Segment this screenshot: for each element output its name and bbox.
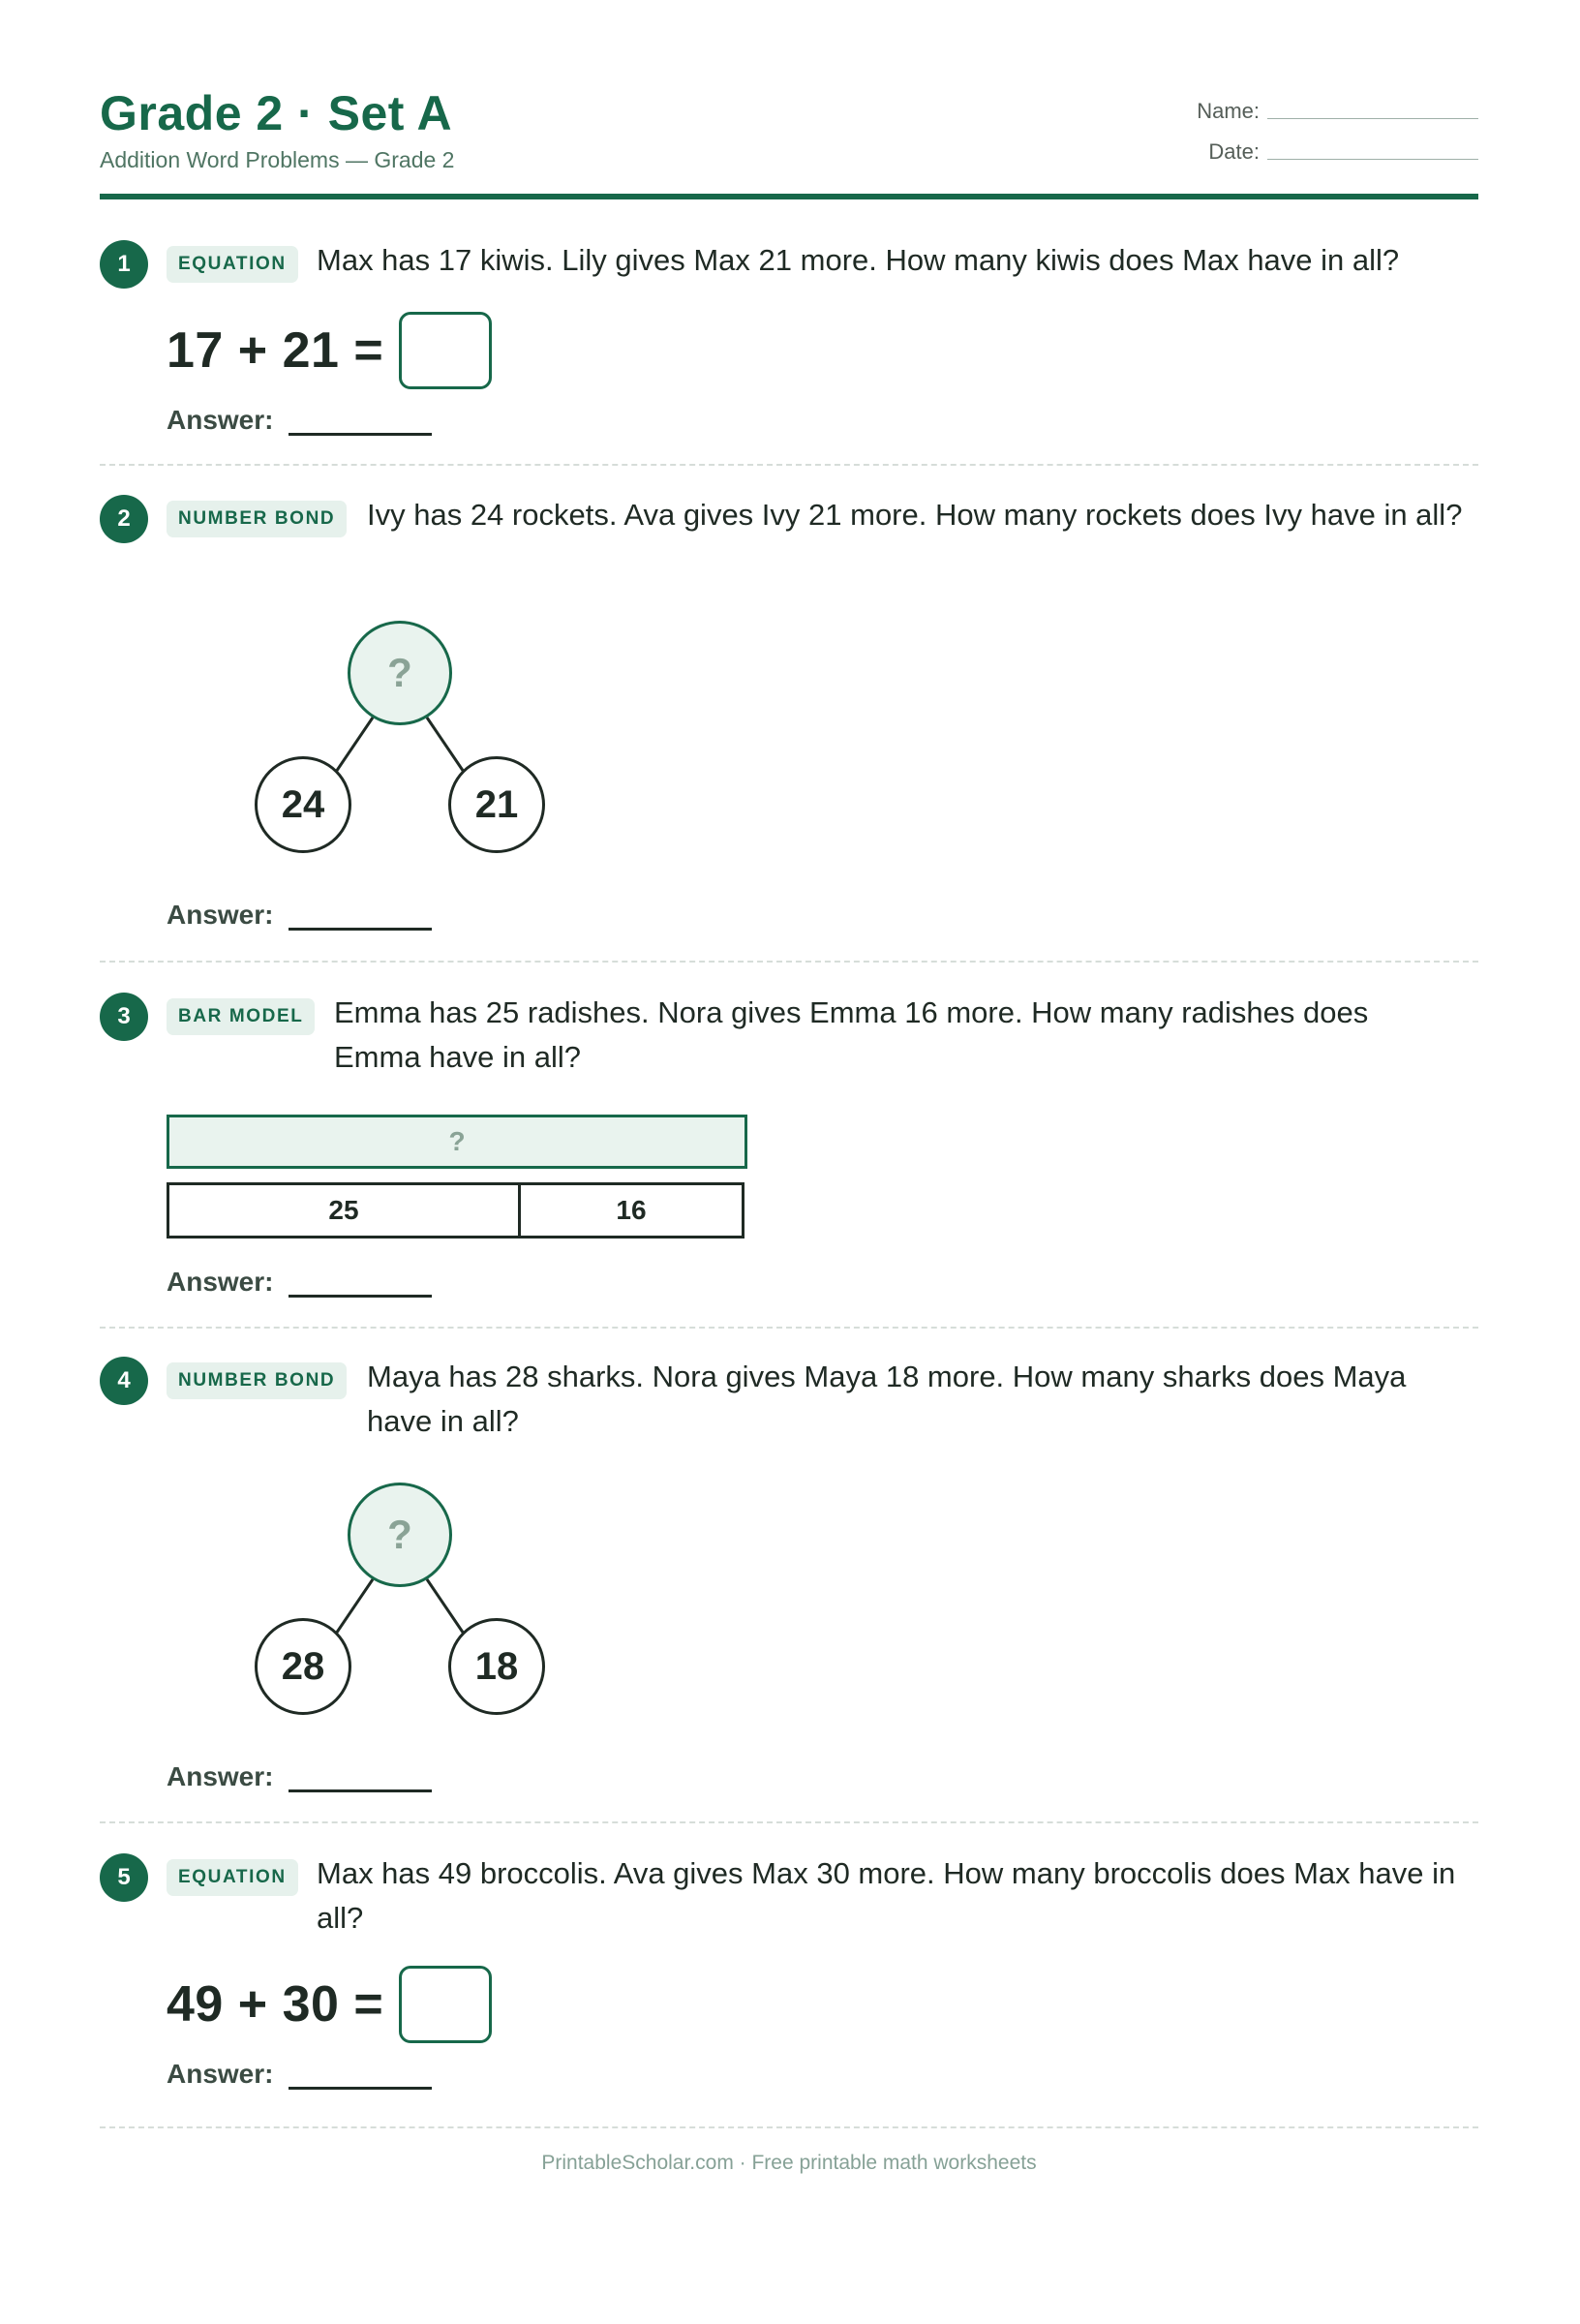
bar-part-second: 16 <box>518 1182 744 1238</box>
number-bond <box>255 621 545 872</box>
problem-text: Emma has 25 radishes. Nora gives Emma 16 more. How many radishes does Emma have in all? <box>334 995 1369 1074</box>
bond-connector-left <box>332 1579 373 1639</box>
answer-row <box>167 2059 432 2090</box>
answer-blank[interactable] <box>289 411 432 436</box>
problem-text: Ivy has 24 rockets. Ava gives Ivy 21 more. How many rockets does Ivy have in all? <box>367 498 1463 532</box>
date-line[interactable] <box>1267 159 1478 160</box>
answer-label: Answer: <box>167 1267 274 1297</box>
problem-number-badge: 5 <box>100 1853 148 1902</box>
name-line[interactable] <box>1267 118 1478 119</box>
problem-number-badge: 4 <box>100 1357 148 1405</box>
problem-2 <box>100 495 1478 963</box>
problem-text: Max has 17 kiwis. Lily gives Max 21 more. How many kiwis does Max have in all? <box>317 243 1400 277</box>
problem-number-badge: 3 <box>100 993 148 1041</box>
strategy-tag: BAR MODEL <box>167 998 315 1035</box>
equation <box>167 1966 492 2043</box>
answer-label: Answer: <box>167 900 274 930</box>
answer-blank[interactable] <box>289 1767 432 1792</box>
worksheet-page <box>100 0 1478 2324</box>
bond-part-right: 18 <box>448 1618 545 1715</box>
answer-row <box>167 900 432 931</box>
equation-text: 49 + 30 = <box>167 1976 384 2033</box>
strategy-tag: EQUATION <box>167 1859 298 1896</box>
equation <box>167 312 492 389</box>
page-title: Grade 2 · Set A <box>100 86 453 140</box>
bond-connector-left <box>332 718 373 778</box>
bond-connector-right <box>427 718 468 778</box>
answer-blank[interactable] <box>289 1272 432 1298</box>
bond-whole-circle[interactable]: ? <box>348 1483 452 1587</box>
bar-model-total[interactable]: ? <box>167 1115 747 1169</box>
page-subtitle: Addition Word Problems — Grade 2 <box>100 147 455 172</box>
bar-part-first: 25 <box>167 1182 521 1238</box>
answer-row <box>167 1267 432 1298</box>
problem-1 <box>100 240 1478 466</box>
date-label: Date: <box>1208 139 1260 164</box>
bar-model-parts <box>167 1182 747 1238</box>
answer-blank[interactable] <box>289 905 432 931</box>
bond-part-left: 28 <box>255 1618 351 1715</box>
bond-part-left: 24 <box>255 756 351 853</box>
worksheet-header <box>100 85 1478 199</box>
answer-label: Answer: <box>167 2059 274 2089</box>
bond-whole-circle[interactable]: ? <box>348 621 452 725</box>
answer-blank[interactable] <box>289 2064 432 2090</box>
page-footer: PrintableScholar.com · Free printable math worksheets <box>541 2152 1037 2174</box>
problem-number-badge: 1 <box>100 240 148 289</box>
equation-text: 17 + 21 = <box>167 322 384 379</box>
answer-row <box>167 1761 432 1792</box>
answer-label: Answer: <box>167 405 274 435</box>
problem-text: Maya has 28 sharks. Nora gives Maya 18 more. How many sharks does Maya have in all? <box>367 1360 1407 1438</box>
bond-connector-right <box>427 1579 468 1639</box>
problem-3 <box>100 993 1478 1329</box>
equation-answer-box[interactable] <box>399 312 492 389</box>
name-label: Name: <box>1197 99 1260 123</box>
strategy-tag: NUMBER BOND <box>167 501 347 537</box>
answer-label: Answer: <box>167 1761 274 1791</box>
strategy-tag: NUMBER BOND <box>167 1362 347 1399</box>
problem-5 <box>100 1853 1478 2128</box>
problem-4 <box>100 1357 1478 1823</box>
name-date-fields <box>1188 99 1478 180</box>
number-bond <box>255 1483 545 1734</box>
problem-number-badge: 2 <box>100 495 148 543</box>
equation-answer-box[interactable] <box>399 1966 492 2043</box>
strategy-tag: EQUATION <box>167 246 298 283</box>
date-row <box>1188 139 1478 180</box>
name-row <box>1188 99 1478 139</box>
answer-row <box>167 405 432 436</box>
bond-part-right: 21 <box>448 756 545 853</box>
problem-text: Max has 49 broccolis. Ava gives Max 30 more. How many broccolis does Max have in all? <box>317 1856 1456 1935</box>
